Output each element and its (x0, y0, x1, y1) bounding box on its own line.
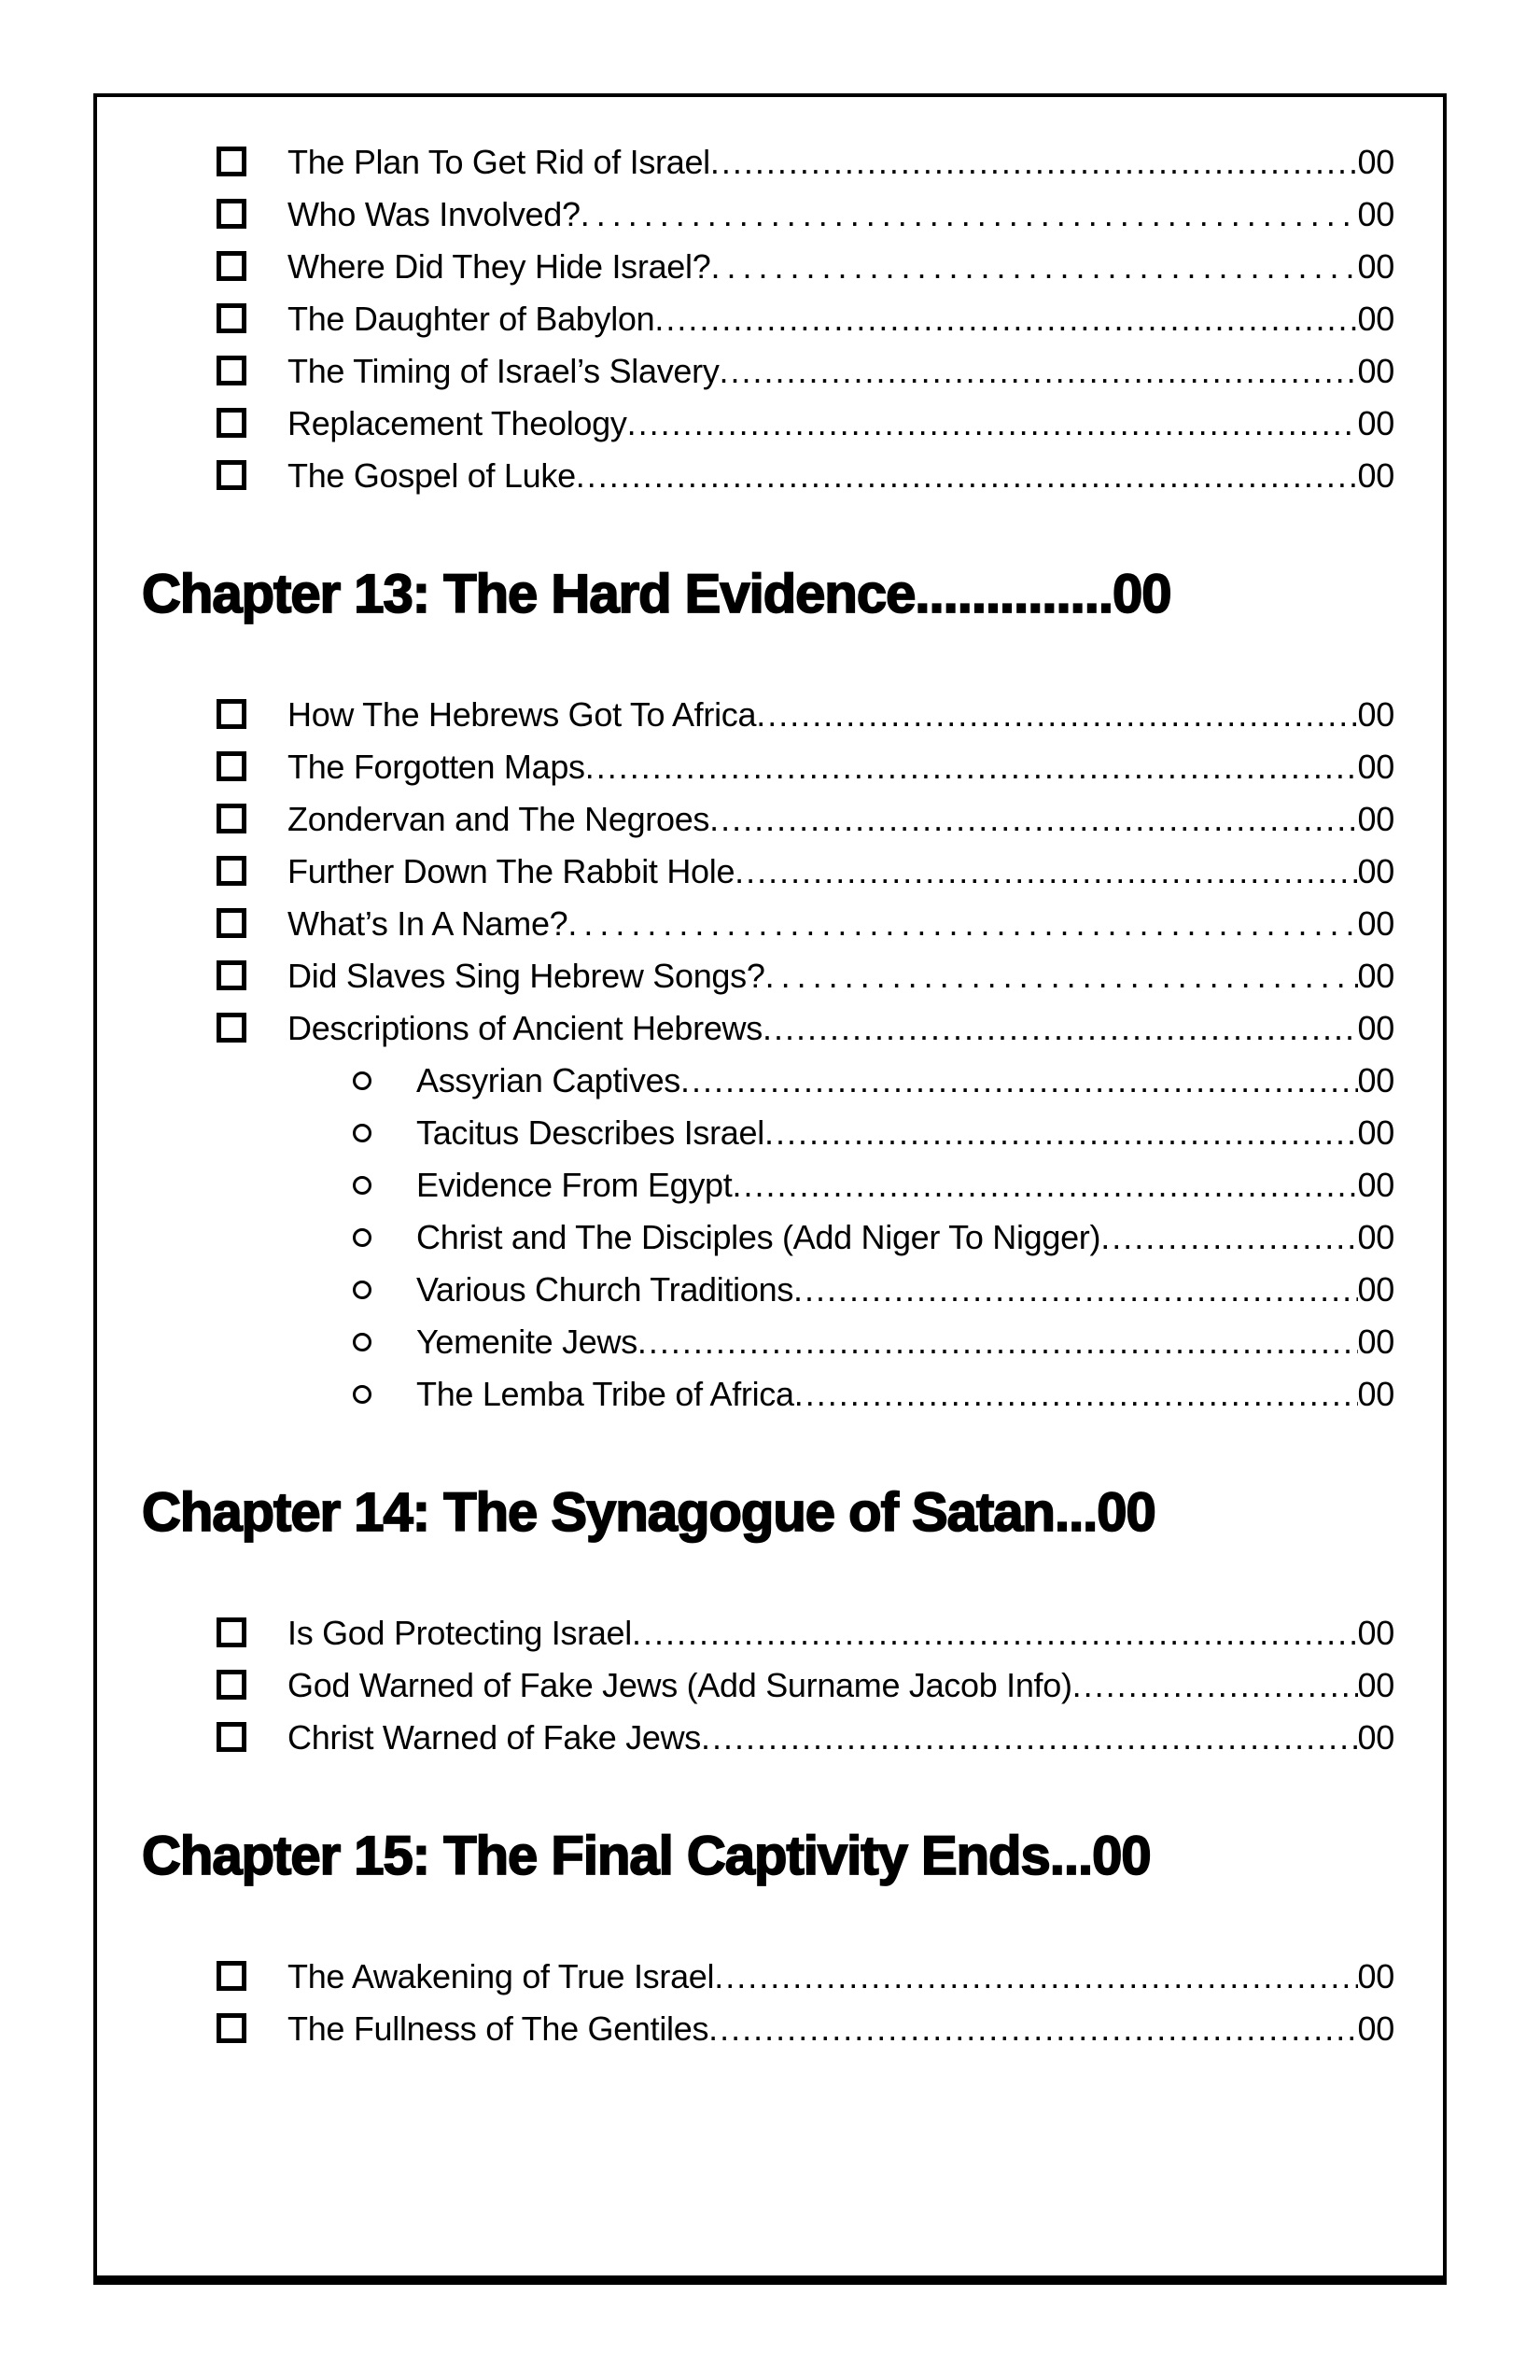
checkbox-icon (217, 856, 246, 886)
toc-entry-label: The Daughter of Babylon (287, 300, 655, 338)
page-number: 00 (1357, 1957, 1394, 1995)
checkbox-icon (217, 908, 246, 938)
circle-bullet-icon (353, 1333, 371, 1351)
circle-bullet-icon (353, 1071, 371, 1090)
chapter-14-dot-leader: ... (1054, 1482, 1098, 1543)
circle-bullet-icon (353, 1176, 371, 1195)
page-number: 00 (1357, 456, 1394, 495)
toc-entry-label: Descriptions of Ancient Hebrews (287, 1009, 763, 1047)
toc-entry-label: What’s In A Name? (287, 904, 568, 943)
toc-subentry (123, 1368, 1394, 1421)
dot-leader (764, 1107, 1358, 1159)
dot-leader (627, 398, 1358, 450)
toc-entry (123, 1951, 1394, 2003)
checkbox-icon (217, 408, 246, 438)
toc-entry (123, 1607, 1394, 1659)
toc-subentry-label: Christ and The Disciples (Add Niger To Nigger) (416, 1218, 1101, 1256)
page-number: 00 (1357, 195, 1394, 233)
page-number: 00 (1357, 352, 1394, 390)
dot-leader (632, 1607, 1358, 1659)
dot-leader (794, 1368, 1358, 1421)
checkbox-icon (217, 147, 246, 176)
toc-entry-label: The Awakening of True Israel (287, 1957, 715, 1995)
toc-entry (123, 1002, 1394, 1055)
toc-entry (123, 136, 1394, 189)
dot-leader (714, 1951, 1357, 2003)
toc-subentry (123, 1107, 1394, 1159)
chapter-13-heading (123, 560, 1394, 629)
toc-entry (123, 898, 1394, 950)
dot-leader (1100, 1211, 1357, 1264)
toc-entry (123, 241, 1394, 293)
toc-entry-label: Replacement Theology (287, 404, 627, 442)
toc-entry-label: The Timing of Israel’s Slavery (287, 352, 720, 390)
dot-leader (576, 450, 1358, 502)
dot-leader (654, 293, 1357, 345)
checkbox-icon (217, 1013, 246, 1043)
circle-bullet-icon (353, 1385, 371, 1404)
page-number: 00 (1357, 1009, 1394, 1047)
page-number: 00 (1357, 1614, 1394, 1652)
page-number: 00 (1357, 2009, 1394, 2048)
checkbox-icon (217, 356, 246, 385)
checkbox-icon (217, 2013, 246, 2043)
dot-leader (581, 189, 1358, 241)
dot-leader (763, 1002, 1358, 1055)
circle-bullet-icon (353, 1281, 371, 1299)
toc-subentry-label: Evidence From Egypt (416, 1166, 733, 1204)
dot-leader (710, 241, 1357, 293)
toc-entry (123, 1659, 1394, 1712)
toc-subentry-label: The Lemba Tribe of Africa (416, 1375, 794, 1413)
toc-entry-label: The Plan To Get Rid of Israel (287, 143, 710, 181)
checkbox-icon (217, 1722, 246, 1752)
toc-entry-label: The Forgotten Maps (287, 748, 585, 786)
toc-subentry-label: Tacitus Describes Israel (416, 1113, 764, 1152)
toc-entry-label: Further Down The Rabbit Hole (287, 852, 735, 890)
page-number: 00 (1357, 1666, 1394, 1704)
dot-leader (709, 793, 1357, 846)
toc-entry-label: How The Hebrews Got To Africa (287, 695, 757, 734)
dot-leader (701, 1712, 1358, 1764)
dot-leader (756, 689, 1357, 741)
dot-leader (720, 345, 1358, 398)
dot-leader (637, 1316, 1358, 1368)
checkbox-icon (217, 199, 246, 229)
toc-entry-label: The Fullness of The Gentiles (287, 2009, 709, 2048)
toc-subentry (123, 1211, 1394, 1264)
checkbox-icon (217, 960, 246, 990)
document-page (93, 93, 1447, 2285)
toc-entry (123, 1712, 1394, 1764)
toc-entry-label: Is God Protecting Israel (287, 1614, 632, 1652)
chapter-14-title: Chapter 14: The Synagogue of Satan (142, 1482, 1055, 1543)
dot-leader (708, 2003, 1357, 2055)
toc-entry-label: Christ Warned of Fake Jews (287, 1718, 702, 1757)
checkbox-icon (217, 251, 246, 281)
checkbox-icon (217, 804, 246, 833)
chapter-15-page-number: 00 (1092, 1826, 1151, 1886)
chapter-14-page-number: 00 (1097, 1482, 1155, 1543)
chapter-15-heading (123, 1822, 1394, 1891)
page-number: 00 (1357, 1166, 1394, 1204)
toc-entry (123, 689, 1394, 741)
toc-entry-label: Zondervan and The Negroes (287, 800, 710, 838)
toc-entry (123, 846, 1394, 898)
toc-entry-label: Who Was Involved? (287, 195, 581, 233)
toc-entry (123, 793, 1394, 846)
page-number: 00 (1357, 1113, 1394, 1152)
dot-leader (732, 1159, 1357, 1211)
chapter-13-page-number: 00 (1112, 564, 1171, 624)
dot-leader (680, 1055, 1358, 1107)
dot-leader (567, 898, 1357, 950)
toc-entry-label: Did Slaves Sing Hebrew Songs? (287, 957, 765, 995)
page-number: 00 (1357, 957, 1394, 995)
circle-bullet-icon (353, 1124, 371, 1142)
page-number: 00 (1357, 695, 1394, 734)
chapter-15-title: Chapter 15: The Final Captivity Ends (142, 1826, 1050, 1886)
checkbox-icon (217, 1961, 246, 1991)
toc-subentry (123, 1316, 1394, 1368)
page-number: 00 (1357, 1270, 1394, 1309)
page-number: 00 (1357, 1323, 1394, 1361)
toc-entry-label: God Warned of Fake Jews (Add Surname Jacob Info) (287, 1666, 1072, 1704)
toc-entry (123, 293, 1394, 345)
toc-subentry-label: Various Church Traditions (416, 1270, 794, 1309)
chapter-14-heading (123, 1478, 1394, 1547)
toc-list-block-1 (123, 136, 1394, 502)
toc-entry-label: Where Did They Hide Israel? (287, 247, 711, 286)
page-number: 00 (1357, 143, 1394, 181)
toc-subentry (123, 1159, 1394, 1211)
checkbox-icon (217, 460, 246, 490)
checkbox-icon (217, 303, 246, 333)
checkbox-icon (217, 1670, 246, 1700)
toc-subentry-label: Assyrian Captives (416, 1061, 681, 1099)
toc-entry-label: The Gospel of Luke (287, 456, 576, 495)
chapter-15-dot-leader: ... (1049, 1826, 1093, 1886)
page-number: 00 (1357, 404, 1394, 442)
toc-list-block-3 (123, 1607, 1394, 1764)
toc-entry (123, 189, 1394, 241)
page-number: 00 (1357, 1218, 1394, 1256)
dot-leader (793, 1264, 1358, 1316)
page-number: 00 (1357, 247, 1394, 286)
dot-leader (710, 136, 1358, 189)
toc-subentry (123, 1264, 1394, 1316)
chapter-13-dot-leader: .............. (915, 564, 1113, 624)
chapter-13-title: Chapter 13: The Hard Evidence (142, 564, 916, 624)
dot-leader (765, 950, 1358, 1002)
toc-subentry (123, 1055, 1394, 1107)
toc-entry (123, 345, 1394, 398)
dot-leader (735, 846, 1357, 898)
toc-entry (123, 741, 1394, 793)
page-number: 00 (1357, 852, 1394, 890)
toc-entry (123, 450, 1394, 502)
toc-entry (123, 2003, 1394, 2055)
page-number: 00 (1357, 1375, 1394, 1413)
page-number: 00 (1357, 800, 1394, 838)
toc-list-block-4 (123, 1951, 1394, 2055)
dot-leader (585, 741, 1358, 793)
toc-list-block-2 (123, 689, 1394, 1421)
toc-subentry-label: Yemenite Jews (416, 1323, 637, 1361)
checkbox-icon (217, 699, 246, 729)
checkbox-icon (217, 1617, 246, 1647)
circle-bullet-icon (353, 1228, 371, 1247)
dot-leader (1072, 1659, 1358, 1712)
checkbox-icon (217, 751, 246, 781)
page-number: 00 (1357, 904, 1394, 943)
toc-entry (123, 950, 1394, 1002)
page-number: 00 (1357, 300, 1394, 338)
page-number: 00 (1357, 1061, 1394, 1099)
page-number: 00 (1357, 748, 1394, 786)
toc-entry (123, 398, 1394, 450)
page-number: 00 (1357, 1718, 1394, 1757)
